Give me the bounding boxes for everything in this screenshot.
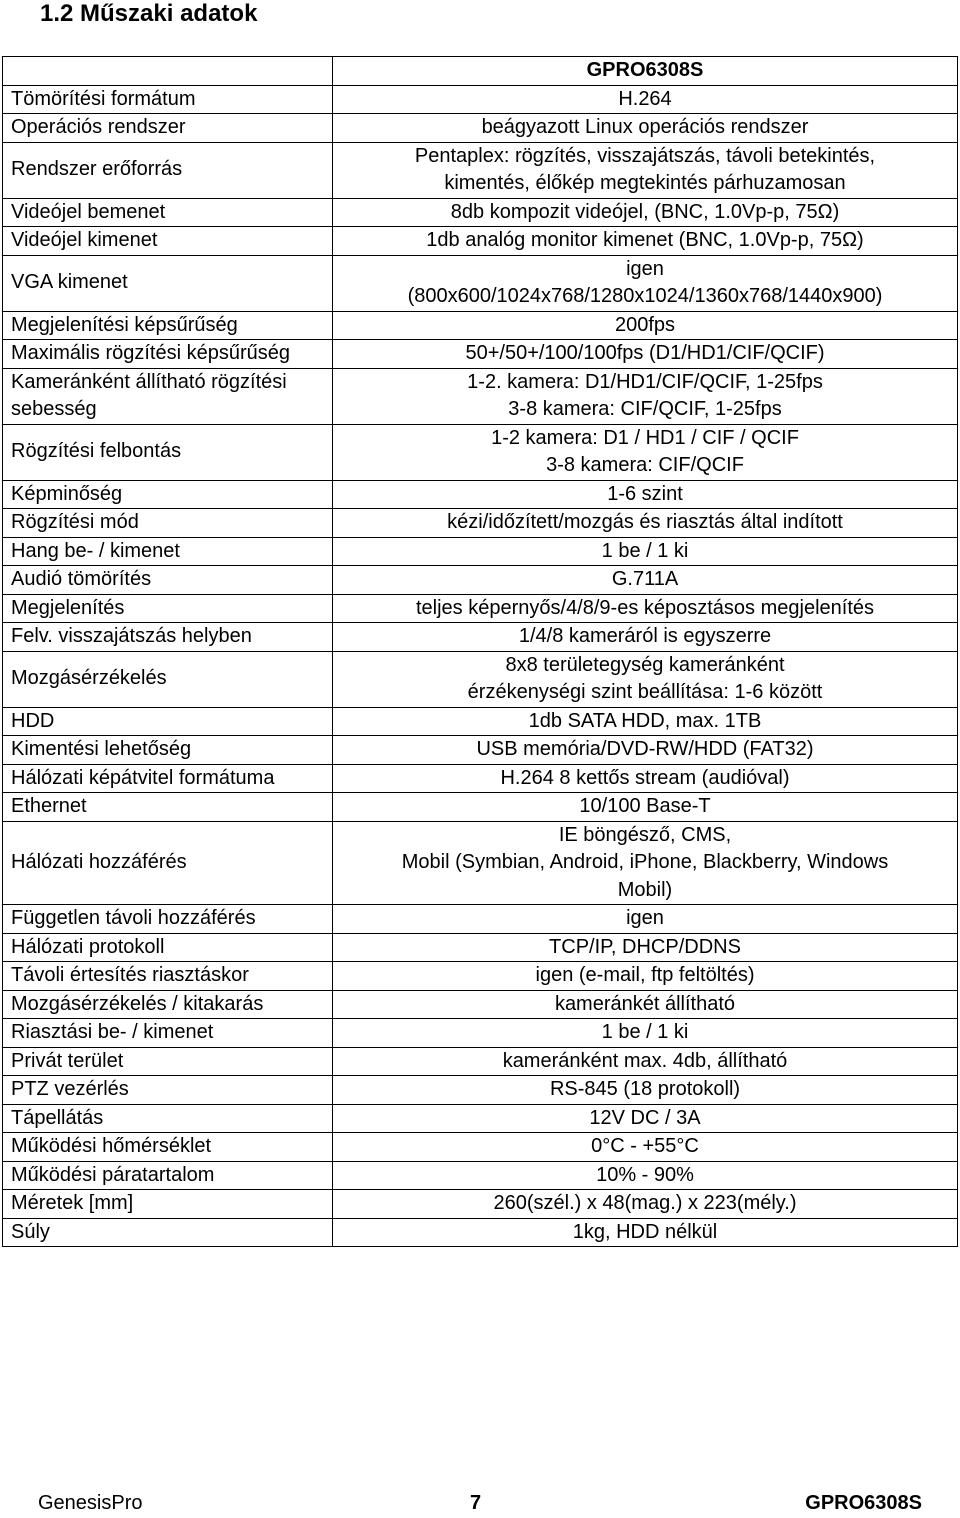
spec-value: [333, 793, 958, 822]
spec-value-line: 1 be / 1 ki: [601, 539, 689, 562]
table-row: [3, 198, 958, 227]
spec-value-line: kimentés, élőkép megtekintés párhuzamosan: [444, 172, 846, 194]
model-name: GPRO6308S: [586, 59, 704, 81]
spec-value-line: Mobil): [617, 878, 673, 901]
spec-value-line: 1-6 szint: [607, 482, 683, 505]
spec-value-line: USB memória/DVD-RW/HDD (FAT32): [476, 738, 814, 760]
footer-brand: GenesisPro: [38, 1492, 143, 1514]
table-row: [3, 962, 958, 991]
table-row: [3, 736, 958, 765]
table-row: [3, 764, 958, 793]
spec-value-line: kameránként max. 4db, állítható: [502, 1049, 788, 1072]
spec-value-line: 1db analóg monitor kimenet (BNC, 1.0Vp-p, 75Ω): [426, 229, 864, 251]
spec-value-line: 1-2 kamera: D1 / HD1 / CIF / QCIF: [491, 426, 799, 449]
spec-value: [333, 1076, 958, 1105]
spec-label: Rendszer erőforrás: [3, 142, 333, 198]
spec-value: [333, 1047, 958, 1076]
spec-value-line: 3-8 kamera: CIF/QCIF, 1-25fps: [508, 398, 782, 420]
spec-label: Kimentési lehetőség: [3, 736, 333, 765]
model-header-cell: [333, 57, 958, 86]
spec-value-line: Mobil (Symbian, Android, iPhone, Blackberry, Windows: [401, 851, 889, 873]
spec-value-line: TCP/IP, DHCP/DDNS: [549, 935, 741, 958]
spec-value: [333, 764, 958, 793]
spec-value-line: 3-8 kamera: CIF/QCIF: [546, 454, 744, 476]
header-empty-cell: [3, 57, 333, 86]
spec-value-line: G.711A: [611, 568, 679, 590]
spec-label: Operációs rendszer: [3, 114, 333, 143]
page-footer: [0, 1492, 960, 1518]
spec-value: [333, 311, 958, 340]
spec-label: Videójel kimenet: [3, 227, 333, 256]
spec-label: Rögzítési mód: [3, 509, 333, 538]
section-title: 1.2 Műszaki adatok: [40, 0, 258, 27]
footer-page-number: 7: [470, 1492, 482, 1514]
spec-value-line: Pentaplex: rögzítés, visszajátszás, távoli betekintés,: [414, 144, 876, 167]
spec-value-line: 1/4/8 kameráról is egyszerre: [518, 625, 772, 647]
spec-label: Hálózati protokoll: [3, 933, 333, 962]
spec-label: Felv. visszajátszás helyben: [3, 623, 333, 652]
spec-value: [333, 480, 958, 509]
spec-label: Audió tömörítés: [3, 566, 333, 595]
table-row: [3, 480, 958, 509]
spec-value: [333, 623, 958, 652]
table-row: [3, 594, 958, 623]
spec-value: [333, 340, 958, 369]
table-row: [3, 340, 958, 369]
spec-value: [333, 142, 958, 198]
spec-table: [2, 56, 958, 1247]
spec-value: [333, 990, 958, 1019]
spec-value-line: érzékenységi szint beállítása: 1-6 között: [467, 681, 823, 703]
spec-value-line: igen: [626, 907, 664, 929]
spec-value-line: 260(szél.) x 48(mag.) x 223(mély.): [493, 1192, 797, 1214]
spec-value-line: H.264: [618, 87, 672, 110]
spec-value-line: beágyazott Linux operációs rendszer: [481, 116, 809, 138]
spec-value: [333, 1190, 958, 1219]
table-row: [3, 821, 958, 905]
spec-label: Tömörítési formátum: [3, 85, 333, 114]
spec-value: [333, 227, 958, 256]
spec-value: [333, 594, 958, 623]
spec-value: [333, 537, 958, 566]
spec-value: [333, 509, 958, 538]
spec-value: [333, 424, 958, 480]
table-row: [3, 990, 958, 1019]
table-row: [3, 1161, 958, 1190]
spec-label: Kameránként állítható rögzítési sebesség: [3, 368, 333, 424]
spec-label: PTZ vezérlés: [3, 1076, 333, 1105]
table-row: [3, 933, 958, 962]
table-row: [3, 255, 958, 311]
table-row: [3, 651, 958, 707]
table-row: [3, 1076, 958, 1105]
table-row: [3, 227, 958, 256]
spec-value: [333, 1019, 958, 1048]
table-row: [3, 1019, 958, 1048]
spec-value: [333, 651, 958, 707]
spec-label: Súly: [3, 1218, 333, 1247]
table-row: [3, 509, 958, 538]
spec-value: [333, 1133, 958, 1162]
spec-value: [333, 736, 958, 765]
spec-value-line: IE böngésző, CMS,: [558, 823, 732, 846]
spec-value-line: igen: [626, 257, 664, 280]
spec-label: Megjelenítési képsűrűség: [3, 311, 333, 340]
spec-label: Videójel bemenet: [3, 198, 333, 227]
spec-label: Tápellátás: [3, 1104, 333, 1133]
table-row: [3, 424, 958, 480]
spec-value: [333, 1218, 958, 1247]
spec-label: Hálózati képátvitel formátuma: [3, 764, 333, 793]
table-row: [3, 85, 958, 114]
spec-value-line: teljes képernyős/4/8/9-es képosztásos megjelenítés: [415, 596, 875, 619]
spec-label: Mozgásérzékelés / kitakarás: [3, 990, 333, 1019]
spec-value: [333, 905, 958, 934]
spec-label: Riasztási be- / kimenet: [3, 1019, 333, 1048]
table-row: [3, 1218, 958, 1247]
spec-value: [333, 198, 958, 227]
spec-label: Rögzítési felbontás: [3, 424, 333, 480]
spec-label: Méretek [mm]: [3, 1190, 333, 1219]
footer-model: GPRO6308S: [805, 1492, 922, 1514]
spec-value-line: 1db SATA HDD, max. 1TB: [528, 709, 762, 732]
table-row: [3, 311, 958, 340]
spec-value-line: RS-845 (18 protokoll): [549, 1078, 741, 1100]
spec-value-line: 1kg, HDD nélkül: [572, 1220, 718, 1243]
table-row: [3, 1133, 958, 1162]
table-row: [3, 537, 958, 566]
table-row: [3, 1047, 958, 1076]
spec-value: [333, 566, 958, 595]
spec-label: Megjelenítés: [3, 594, 333, 623]
table-row: [3, 368, 958, 424]
spec-value-line: 8db kompozit videójel, (BNC, 1.0Vp-p, 75Ω): [450, 200, 840, 223]
spec-value-line: 0°C - +55°C: [591, 1135, 699, 1157]
spec-value-line: 50+/50+/100/100fps (D1/HD1/CIF/QCIF): [465, 342, 825, 364]
spec-table-body: [3, 57, 958, 1247]
table-row: [3, 142, 958, 198]
spec-value: [333, 933, 958, 962]
spec-label: HDD: [3, 707, 333, 736]
spec-label: Privát terület: [3, 1047, 333, 1076]
spec-label: Mozgásérzékelés: [3, 651, 333, 707]
spec-value-line: kameránkét állítható: [554, 992, 736, 1015]
spec-value-line: 10/100 Base-T: [579, 795, 711, 817]
spec-label: Hálózati hozzáférés: [3, 821, 333, 905]
table-row: [3, 623, 958, 652]
table-row: [3, 114, 958, 143]
spec-value: [333, 255, 958, 311]
table-row: [3, 1104, 958, 1133]
spec-label: VGA kimenet: [3, 255, 333, 311]
spec-label: Független távoli hozzáférés: [3, 905, 333, 934]
spec-value-line: 12V DC / 3A: [589, 1106, 701, 1129]
spec-value-line: 200fps: [614, 313, 676, 336]
spec-label: Távoli értesítés riasztáskor: [3, 962, 333, 991]
spec-value: [333, 114, 958, 143]
table-row: [3, 1190, 958, 1219]
spec-label: Működési páratartalom: [3, 1161, 333, 1190]
spec-value: [333, 1161, 958, 1190]
table-header-row: [3, 57, 958, 86]
spec-value: [333, 85, 958, 114]
table-row: [3, 707, 958, 736]
spec-value: [333, 821, 958, 905]
spec-label: Maximális rögzítési képsűrűség: [3, 340, 333, 369]
spec-label: Hang be- / kimenet: [3, 537, 333, 566]
table-row: [3, 566, 958, 595]
spec-value-line: 10% - 90%: [596, 1163, 694, 1186]
spec-value-line: 1 be / 1 ki: [601, 1021, 689, 1043]
spec-value: [333, 707, 958, 736]
spec-label: Működési hőmérséklet: [3, 1133, 333, 1162]
spec-value-line: H.264 8 kettős stream (audióval): [500, 766, 790, 789]
spec-value-line: igen (e-mail, ftp feltöltés): [535, 964, 755, 986]
spec-label: Képminőség: [3, 480, 333, 509]
spec-value-line: (800x600/1024x768/1280x1024/1360x768/1440x900): [407, 285, 883, 307]
spec-label: Ethernet: [3, 793, 333, 822]
spec-value: [333, 962, 958, 991]
spec-value-line: 1-2. kamera: D1/HD1/CIF/QCIF, 1-25fps: [467, 370, 823, 393]
spec-value-line: 8x8 területegység kameránként: [505, 653, 785, 676]
spec-value-line: kézi/időzített/mozgás és riasztás által indított: [447, 511, 843, 533]
spec-value: [333, 1104, 958, 1133]
table-row: [3, 793, 958, 822]
table-row: [3, 905, 958, 934]
spec-value: [333, 368, 958, 424]
